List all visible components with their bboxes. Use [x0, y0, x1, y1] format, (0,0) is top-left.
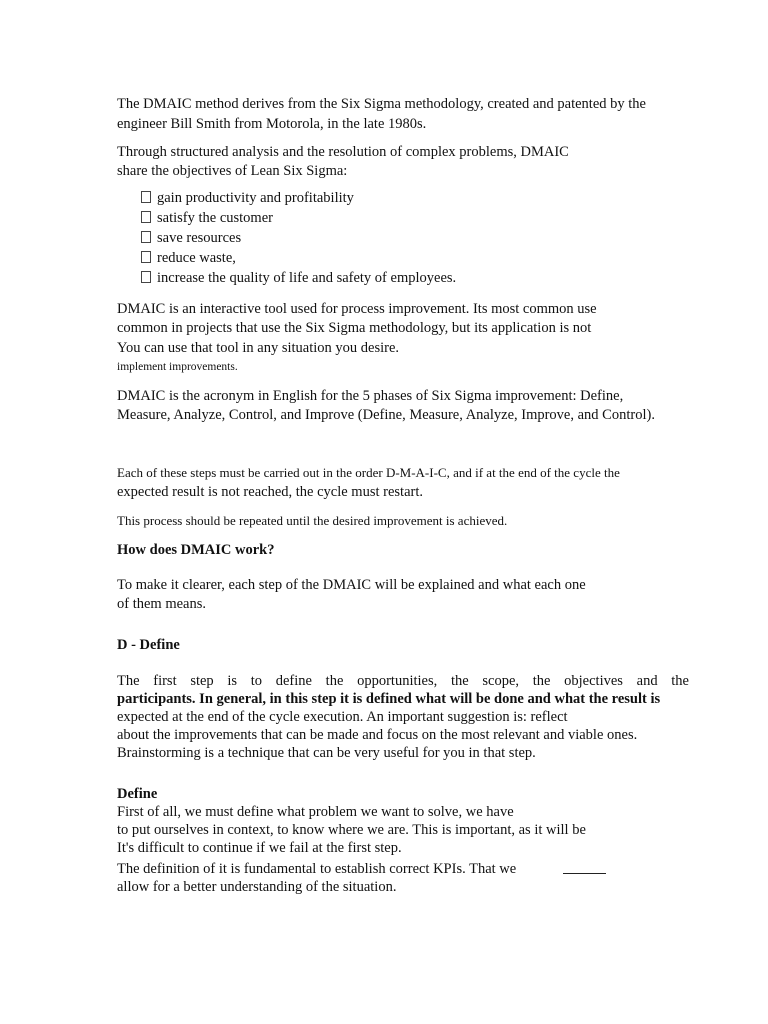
- section-heading-how-dmaic-works: How does DMAIC work?: [117, 542, 275, 558]
- define-step-line-3: expected at the end of the cycle execution. An important suggestion is: reflect: [117, 709, 568, 725]
- objectives-intro-line-2: share the objectives of Lean Six Sigma:: [117, 163, 348, 179]
- acronym-line-1: DMAIC is the acronym in English for the 5 phases of Six Sigma improvement: Define,: [117, 388, 624, 404]
- bullet-item: reduce waste,: [141, 249, 236, 267]
- bullet-item: save resources: [141, 229, 241, 247]
- define-step-line-1: The first step is to define the opportunities, the scope, the objectives and the: [117, 673, 689, 689]
- order-line-2: expected result is not reached, the cycle must restart.: [117, 484, 423, 500]
- problem-line-1: First of all, we must define what problem we want to solve, we have: [117, 804, 514, 820]
- objectives-intro-line-1: Through structured analysis and the resolution of complex problems, DMAIC: [117, 144, 569, 160]
- intro-line-2: engineer Bill Smith from Motorola, in the late 1980s.: [117, 116, 427, 132]
- underline-blank: [563, 873, 606, 874]
- bullet-item: gain productivity and profitability: [141, 189, 354, 207]
- problem-line-3: It's difficult to continue if we fail at the first step.: [117, 840, 402, 856]
- repeat-note: This process should be repeated until the desired improvement is achieved.: [117, 513, 508, 528]
- tool-line-3: You can use that tool in any situation you desire.: [117, 340, 400, 356]
- define-step-line-4: about the improvements that can be made and focus on the most relevant and viable ones.: [117, 727, 638, 743]
- acronym-line-2: Measure, Analyze, Control, and Improve (Define, Measure, Analyze, Improve, and Control).: [117, 407, 655, 423]
- tool-line-2: common in projects that use the Six Sigma methodology, but its application is not: [117, 320, 592, 336]
- missing-glyph-icon: [141, 251, 151, 263]
- kpi-line-2: allow for a better understanding of the situation.: [117, 879, 397, 895]
- intro-line-1: The DMAIC method derives from the Six Sigma methodology, created and patented by the: [117, 96, 646, 112]
- problem-line-2: to put ourselves in context, to know where we are. This is important, as it will be: [117, 822, 586, 838]
- subheading-define: Define: [117, 786, 158, 802]
- bullet-item: satisfy the customer: [141, 209, 273, 227]
- missing-glyph-icon: [141, 271, 151, 283]
- missing-glyph-icon: [141, 211, 151, 223]
- missing-glyph-icon: [141, 191, 151, 203]
- bullet-item: increase the quality of life and safety of employees.: [141, 269, 456, 287]
- tool-small-note: implement improvements.: [117, 361, 238, 373]
- define-step-line-2: participants. In general, in this step it is defined what will be done and what the result is: [117, 691, 661, 707]
- missing-glyph-icon: [141, 231, 151, 243]
- explain-line-2: of them means.: [117, 596, 206, 612]
- tool-line-1: DMAIC is an interactive tool used for process improvement. Its most common use: [117, 301, 597, 317]
- kpi-line-1: The definition of it is fundamental to establish correct KPIs. That we: [117, 861, 517, 877]
- explain-line-1: To make it clearer, each step of the DMAIC will be explained and what each one: [117, 577, 586, 593]
- section-heading-define: D - Define: [117, 637, 180, 653]
- order-line-1: Each of these steps must be carried out in the order D-M-A-I-C, and if at the end of the cycle the: [117, 465, 620, 480]
- define-step-line-5: Brainstorming is a technique that can be very useful for you in that step.: [117, 745, 536, 761]
